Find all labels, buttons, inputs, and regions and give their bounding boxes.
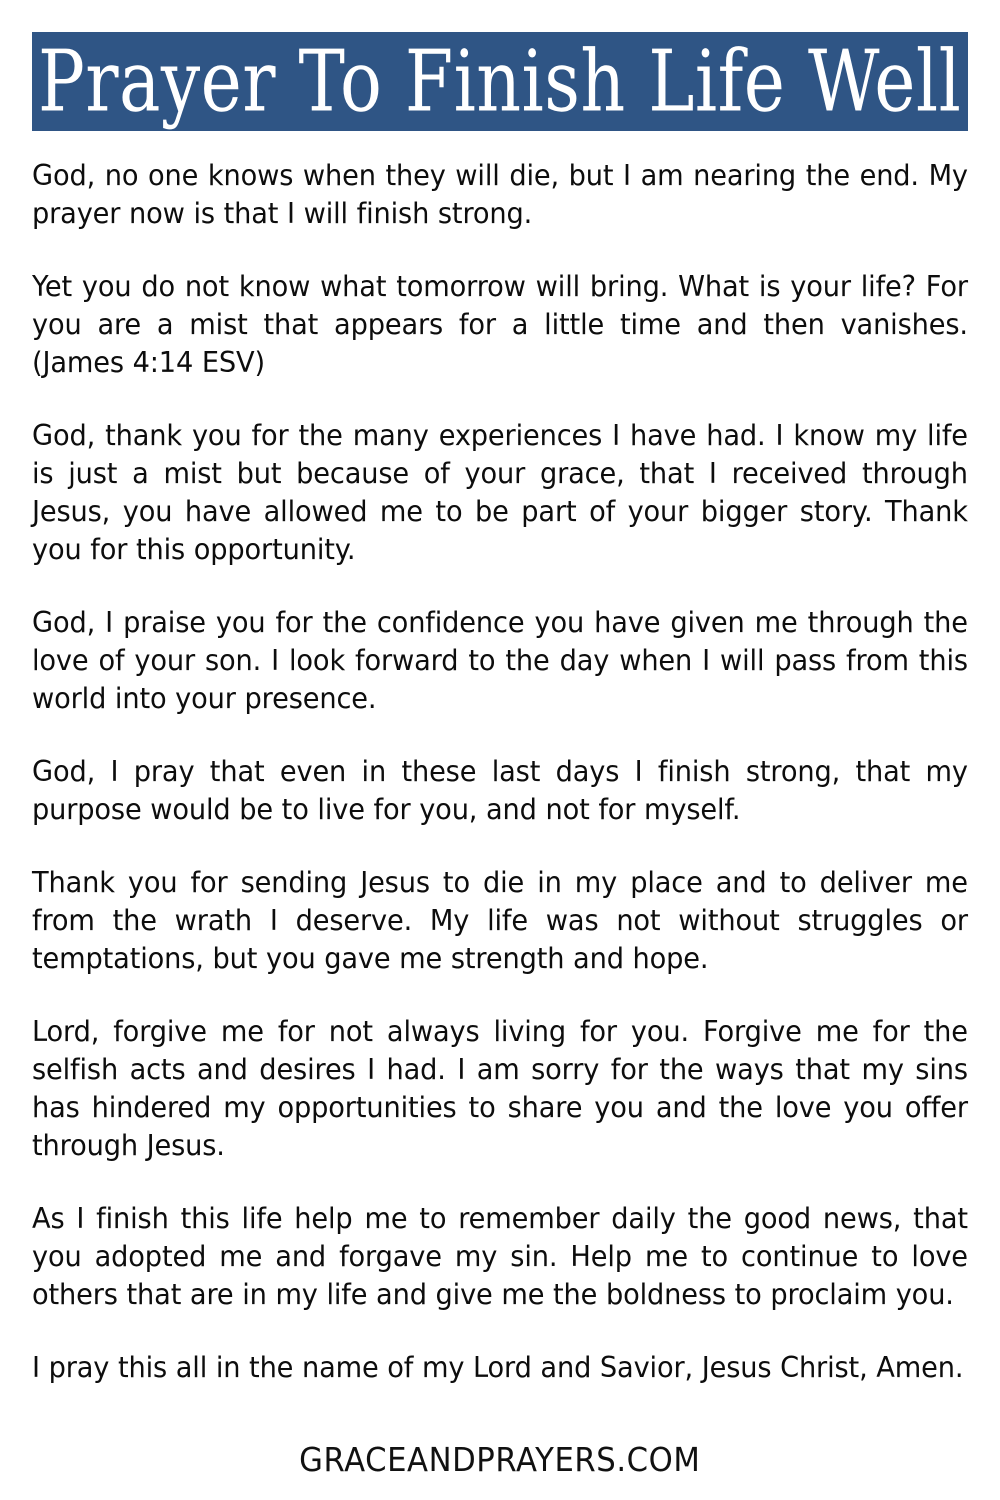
prayer-body bbox=[32, 157, 968, 1387]
title-banner bbox=[32, 32, 968, 131]
prayer-paragraph-scripture: Yet you do not know what tomorrow will bring. What is your life? For you are a mist that appears for a little time and then vanishes. (James 4:14 ESV) bbox=[32, 270, 968, 379]
footer bbox=[0, 1440, 1000, 1480]
prayer-paragraph: Lord, forgive me for not always living for you. Forgive me for the selfish acts and desires I had. I am sorry for the ways that my sins has hindered my opportunities to share you and the love you offer through Jesus. bbox=[32, 1015, 968, 1162]
prayer-paragraph-closing: I pray this all in the name of my Lord and Savior, Jesus Christ, Amen. bbox=[32, 1351, 964, 1384]
prayer-paragraph: God, thank you for the many experiences I have had. I know my life is just a mist but because of your grace, that I received through Jesus, you have allowed me to be part of your bigger story. Thank you for this opportunity. bbox=[32, 419, 968, 566]
prayer-paragraph: Thank you for sending Jesus to die in my place and to deliver me from the wrath I deserve. My life was not without struggles or temptations, but you gave me strength and hope. bbox=[32, 866, 968, 975]
prayer-paragraph: As I finish this life help me to remember daily the good news, that you adopted me and forgave my sin. Help me to continue to love others that are in my life and give me the boldness to proclaim you. bbox=[32, 1202, 968, 1311]
footer-site-name: GRACEANDPRAYERS.COM bbox=[299, 1440, 701, 1479]
prayer-paragraph: God, I pray that even in these last days I finish strong, that my purpose would be to live for you, and not for myself. bbox=[32, 755, 968, 826]
prayer-paragraph: God, I praise you for the confidence you have given me through the love of your son. I look forward to the day when I will pass from this world into your presence. bbox=[32, 606, 968, 715]
page-title: Prayer To Finish Life Well bbox=[38, 32, 962, 131]
prayer-paragraph: God, no one knows when they will die, but I am nearing the end. My prayer now is that I will finish strong. bbox=[32, 159, 968, 230]
